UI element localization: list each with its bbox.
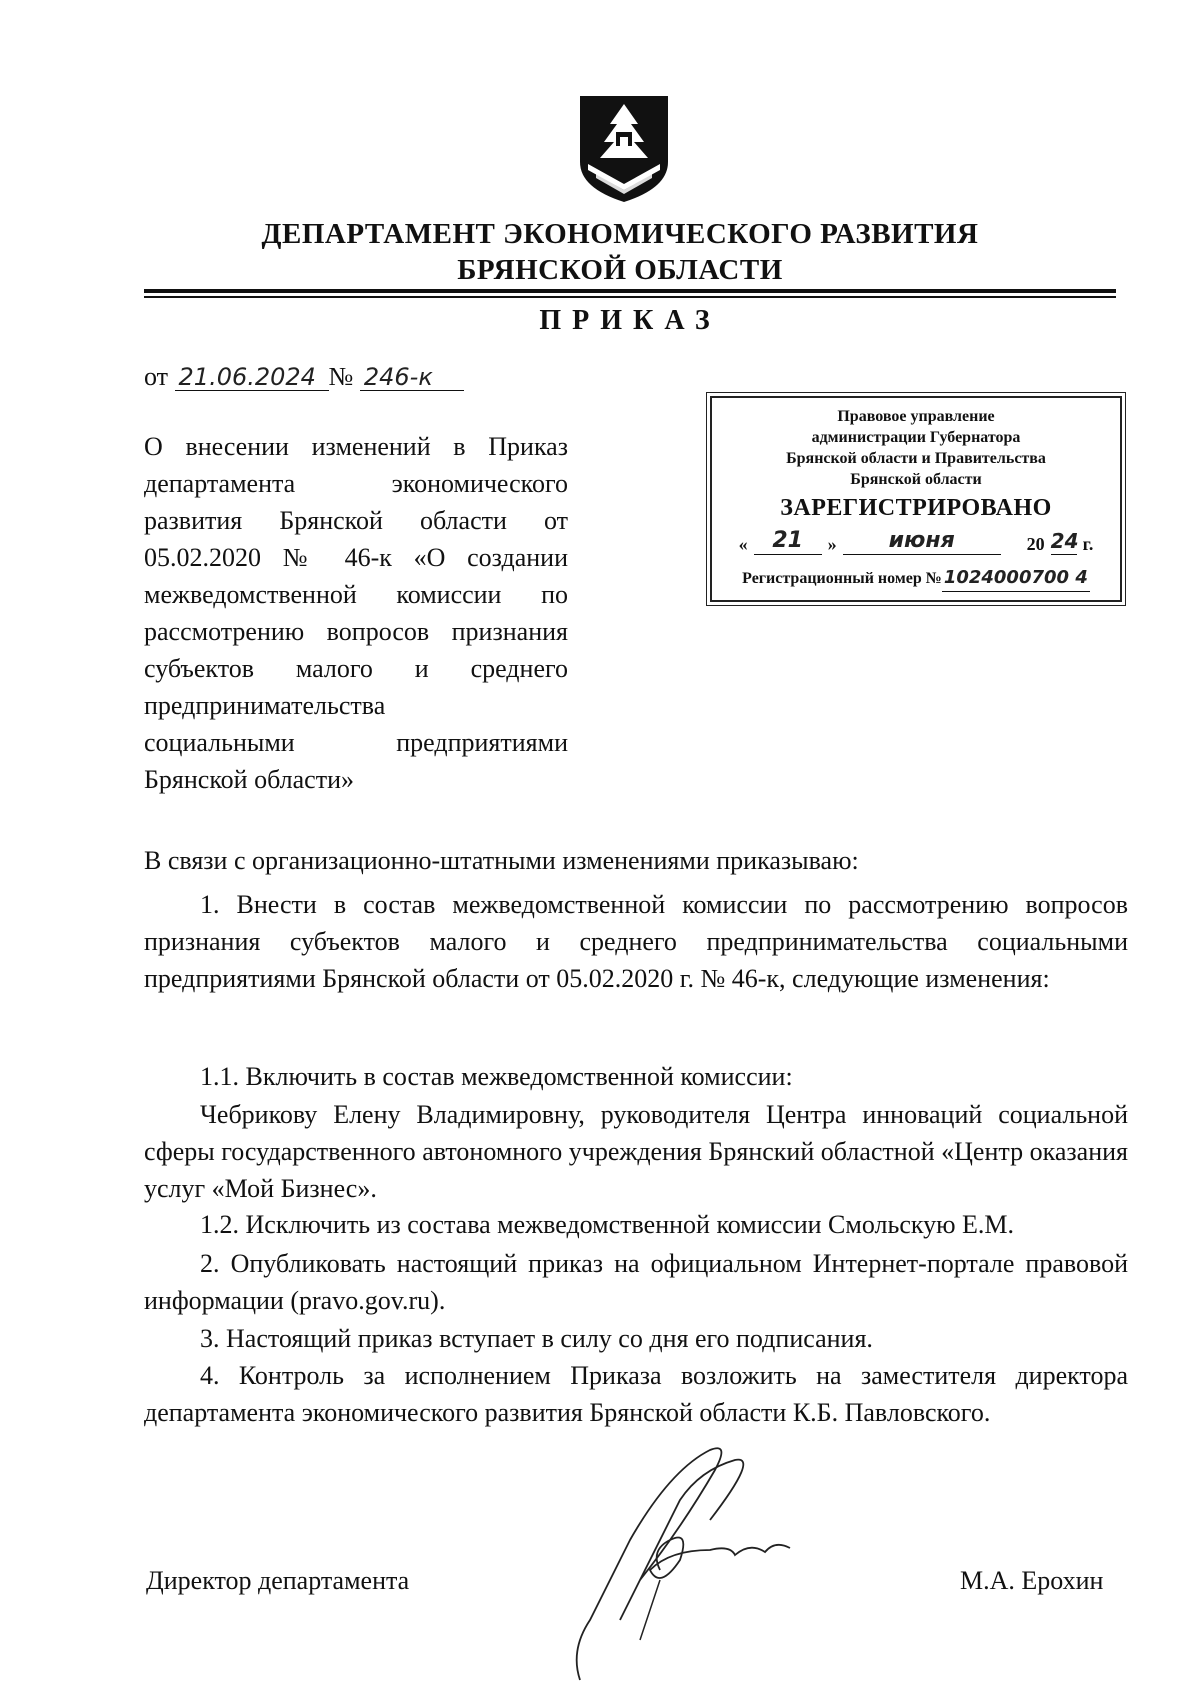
body-intro: В связи с организационно-штатными изменениями приказываю:	[144, 846, 859, 875]
order-prefix: от	[144, 362, 169, 391]
body-paragraph-3: 3. Настоящий приказ вступает в силу со дня его подписания.	[200, 1324, 873, 1353]
stamp-quote-open: «	[738, 534, 748, 554]
stamp-date	[712, 528, 1120, 555]
stamp-year-prefix: 20	[1026, 534, 1045, 554]
registration-stamp	[710, 396, 1122, 602]
order-subject	[144, 428, 568, 798]
subject-line: Брянской области»	[144, 765, 354, 794]
header-rule-thin	[144, 296, 1116, 298]
stamp-day-handwritten: 21	[754, 528, 822, 555]
body-paragraph-2: 2. Опубликовать настоящий приказ на официальном Интернет-портале правовой информации (pravo.gov.ru).	[144, 1249, 1128, 1315]
stamp-line: администрации Губернатора	[811, 429, 1021, 446]
subject-line: рассмотрению вопросов признания	[144, 617, 568, 646]
body-paragraph-4: 4. Контроль за исполнением Приказа возложить на заместителя директора департамента экономического развития Брянской области К.Б. Павловского.	[144, 1361, 1128, 1427]
order-date-handwritten: 21.06.2024	[175, 364, 329, 391]
order-date-number	[144, 362, 464, 392]
stamp-month-handwritten: июня	[843, 528, 1001, 555]
subject-line: департамента экономического	[144, 469, 568, 498]
stamp-reg-number-handwritten: 1024000700 4	[942, 565, 1090, 592]
stamp-year-handwritten: 24	[1050, 529, 1079, 553]
subject-line: межведомственной комиссии по	[144, 580, 568, 609]
stamp-year-suffix: г.	[1082, 534, 1094, 554]
subject-line: 05.02.2020 № 46-к «О создании	[144, 543, 568, 572]
order-number-handwritten: 246-к	[360, 364, 464, 391]
stamp-line: Правовое управление	[837, 408, 995, 425]
department-title-line2: БРЯНСКОЙ ОБЛАСТИ	[457, 254, 783, 286]
stamp-registered: ЗАРЕГИСТРИРОВАНО	[780, 495, 1052, 521]
coat-of-arms-emblem	[574, 92, 674, 204]
order-number-label: №	[328, 362, 354, 391]
stamp-line: Брянской области и Правительства	[786, 450, 1046, 467]
subject-line: развития Брянской области от	[144, 506, 568, 535]
signatory-position: Директор департамента	[146, 1566, 410, 1595]
stamp-reg-number	[712, 565, 1120, 592]
body-paragraph-1-1: 1.1. Включить в состав межведомственной комиссии:	[200, 1062, 793, 1091]
body-paragraph-1-1-text: Чебрикову Елену Владимировну, руководителя Центра инноваций социальной сферы государственного автономного учреждения Брянский областной «Центр оказания услуг «Мой Бизнес».	[144, 1100, 1128, 1203]
stamp-quote-close: »	[827, 534, 837, 554]
signatory-name: М.А. Ерохин	[960, 1566, 1104, 1595]
stamp-reg-label: Регистрационный номер №	[742, 570, 942, 587]
document-type-heading: ПРИКАЗ	[539, 305, 721, 336]
subject-line: социальными предприятиями	[144, 728, 568, 757]
body-paragraph-1: 1. Внести в состав межведомственной комиссии по рассмотрению вопросов признания субъектов малого и среднего предпринимательства социальными предприятиями Брянской области от 05.02.2020 г. № 46-к, следующие изменения:	[144, 890, 1128, 993]
stamp-line: Брянской области	[850, 471, 982, 488]
subject-line: О внесении изменений в Приказ	[144, 432, 568, 461]
subject-line: предпринимательства	[144, 691, 386, 720]
header-rule-thick	[144, 289, 1116, 293]
subject-line: субъектов малого и среднего	[144, 654, 568, 683]
handwritten-signature	[560, 1430, 850, 1690]
department-title-line1: ДЕПАРТАМЕНТ ЭКОНОМИЧЕСКОГО РАЗВИТИЯ	[261, 218, 979, 250]
body-paragraph-1-2: 1.2. Исключить из состава межведомственной комиссии Смольскую Е.М.	[200, 1210, 1015, 1239]
